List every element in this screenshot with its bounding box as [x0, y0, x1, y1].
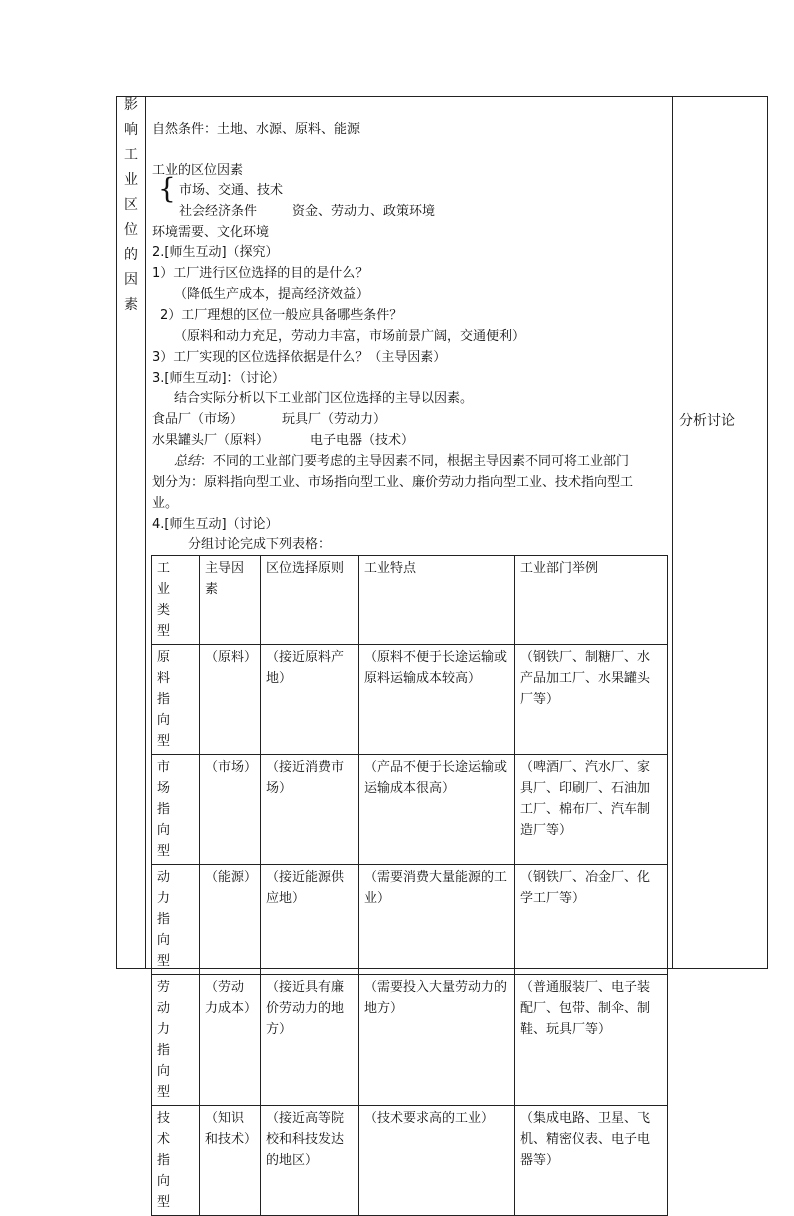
table-cell: （技术要求高的工业） [359, 1106, 515, 1216]
question-1: 1）工厂进行区位选择的目的是什么？ [152, 266, 369, 281]
table-cell: （市场） [200, 755, 261, 865]
brace-symbol: { [158, 172, 176, 205]
table-row [152, 975, 668, 1106]
social-economic-label: 社会经济条件 [179, 204, 258, 219]
table-cell: （劳动力成本） [200, 975, 261, 1106]
table-row [152, 645, 668, 755]
section-3-heading: 3.[师生互动]：（讨论） [152, 371, 286, 386]
location-factors-heading: 工业的区位因素 [152, 163, 244, 178]
answer-2: （原料和动力充足，劳动力丰富，市场前景广阔，交通便利） [174, 329, 526, 344]
side-char: 素 [124, 297, 138, 313]
natural-conditions: 自然条件：土地、水源、原料、能源 [152, 122, 361, 137]
right-column-note: 分析讨论 [679, 413, 735, 429]
question-3: 3）工厂实现的区位选择依据是什么？（主导因素） [152, 350, 447, 365]
side-char: 业 [124, 172, 138, 188]
table-cell: 劳 动 力 指 向型 [152, 975, 200, 1106]
table-cell: （普通服装厂、电子装配厂、包带、制伞、制鞋、玩具厂等） [515, 975, 668, 1106]
side-char: 的 [124, 247, 138, 263]
table-cell: （需要投入大量劳动力的地方） [359, 975, 515, 1106]
header-cell: 区位选择原则 [261, 556, 359, 645]
example-electronics: 电子电器（技术） [310, 433, 415, 448]
summary-label: 总结 [174, 454, 201, 469]
header-cell: 工业部门举例 [515, 556, 668, 645]
column-divider-right [672, 97, 673, 968]
table-cell: （知识和技术） [200, 1106, 261, 1216]
header-cell: 工 业 类型 [152, 556, 200, 645]
table-cell: （钢铁厂、冶金厂、化学工厂等） [515, 865, 668, 975]
side-char: 位 [124, 222, 138, 238]
summary-continued: 划分为：原料指向型工业、市场指向型工业、廉价劳动力指向型工业、技术指向型工 [152, 475, 634, 490]
side-char: 因 [124, 272, 138, 288]
table-cell: 市 场 指 向 型 [152, 755, 200, 865]
table-row [152, 865, 668, 975]
table-cell: （啤酒厂、汽水厂、家具厂、印刷厂、石油加工厂、棉布厂、汽车制造厂等） [515, 755, 668, 865]
table-cell: （能源） [200, 865, 261, 975]
table-cell: （接近能源供应地） [261, 865, 359, 975]
table-header-row [152, 556, 668, 645]
lesson-table [116, 96, 768, 1210]
table-cell: 技 术 指 向 型 [152, 1106, 200, 1216]
table-cell: （接近具有廉价劳动力的地方） [261, 975, 359, 1106]
table-cell: 动 力 指 向 型 [152, 865, 200, 975]
market-factors: 市场、交通、技术 [179, 183, 284, 198]
table-cell: （原料） [200, 645, 261, 755]
side-char: 响 [124, 122, 138, 138]
summary-end: 业。 [152, 496, 179, 511]
header-cell: 主导因素 [200, 556, 261, 645]
table-cell: （接近消费市场） [261, 755, 359, 865]
example-food-factory: 食品厂（市场） [152, 412, 244, 427]
side-title [117, 97, 145, 322]
answer-1: （降低生产成本，提高经济效益） [174, 287, 370, 302]
side-char: 影 [124, 97, 138, 113]
table-cell: （产品不便于长途运输或运输成本很高） [359, 755, 515, 865]
summary-line [174, 453, 629, 471]
section-4-heading: 4.[师生互动]（讨论） [152, 517, 279, 532]
industry-type-table [151, 555, 668, 1216]
table-row [152, 755, 668, 865]
section-2-heading: 2.[师生互动]（探究） [152, 245, 279, 260]
table-row [152, 1106, 668, 1216]
column-divider-left [145, 97, 146, 968]
table-cell: （钢铁厂、制糖厂、水产品加工厂、水果罐头厂等） [515, 645, 668, 755]
table-cell: （接近高等院校和科技发达的地区） [261, 1106, 359, 1216]
table-cell: （集成电路、卫星、飞机、精密仪表、电子电器等） [515, 1106, 668, 1216]
summary-text: ：不同的工业部门要考虑的主导因素不同，根据主导因素不同可将工业部门 [200, 454, 630, 469]
table-cell: （原料不便于长途运输或原料运输成本较高） [359, 645, 515, 755]
example-toy-factory: 玩具厂（劳动力） [282, 412, 387, 427]
table-cell: （需要消费大量能源的工业） [359, 865, 515, 975]
social-economic-factors: 资金、劳动力、政策环境 [292, 204, 436, 219]
side-char: 工 [124, 147, 138, 163]
table-cell: 原 料 指 向 型 [152, 645, 200, 755]
analysis-prompt: 结合实际分析以下工业部门区位选择的主导以因素。 [174, 391, 474, 406]
table-cell: （接近原料产地） [261, 645, 359, 755]
table-instruction: 分组讨论完成下列表格： [188, 537, 332, 552]
question-2: 2）工厂理想的区位一般应具备哪些条件？ [160, 308, 403, 323]
example-cannery: 水果罐头厂（原料） [152, 433, 270, 448]
side-char: 区 [124, 197, 138, 213]
environment-factors: 环境需要、文化环境 [152, 225, 270, 240]
header-cell: 工业特点 [359, 556, 515, 645]
